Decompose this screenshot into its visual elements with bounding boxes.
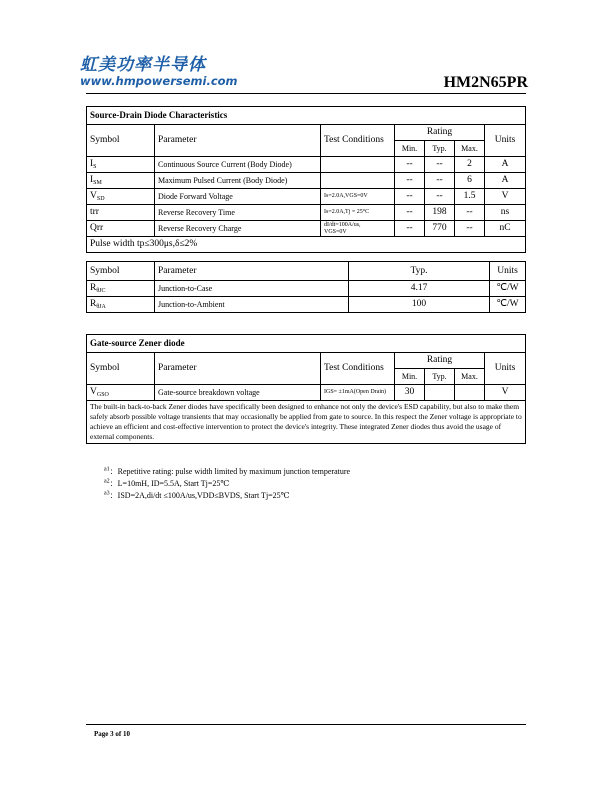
table-row [87,189,526,205]
table-row [87,281,526,297]
table-row [87,297,526,313]
header-parameter: Parameter [155,125,321,157]
typ-cell: 770 [425,221,455,237]
min-cell: -- [395,189,425,205]
unit-cell: V [485,385,526,401]
zener-diode-table [86,334,526,444]
conditions-cell: dI/dt=100A/us, VGS=0V [321,221,395,237]
table-row [87,157,526,173]
header-divider [86,93,526,94]
header-symbol: Symbol [87,353,155,385]
thermal-resistance-table [86,261,526,313]
max-cell [455,385,485,401]
typ-cell: 198 [425,205,455,221]
unit-cell: A [485,157,526,173]
footnote: $^{a1}$：Repetitive rating: pulse width limited by maximum junction temperature [104,466,351,476]
header-symbol: Symbol [87,262,155,281]
footer-divider [86,724,526,725]
unit-cell: ℃/W [490,281,526,297]
table-row [87,205,526,221]
header-min: Min. [395,369,425,385]
zener-description: The built-in back-to-back Zener diodes have specifically been designed to enhance not only the device's ESD capability, but also to make them safely absorb possible voltage transients that may occasionally be applied from gate to source. In this respect the Zener voltage is appropriate to achieve an efficient and cost-effective intervention to protect the device's integrity. These integrated Zener diodes thus avoid the usage of external components. [87,401,526,444]
unit-cell: V [485,189,526,205]
conditions-cell: IGS= ±1mA(Open Drain) [321,385,395,401]
parameter-cell: Junction-to-Case [155,281,349,297]
min-cell: -- [395,157,425,173]
typ-cell: 100 [349,297,490,313]
header-typ: Typ. [425,369,455,385]
conditions-cell [321,157,395,173]
symbol-cell: $V_{SD}$ [87,189,155,205]
symbol-cell: trr [87,205,155,221]
header-parameter: Parameter [155,353,321,385]
header-units: Units [490,262,526,281]
table-title: Gate-source Zener diode [87,335,526,353]
footnote: $^{a3}$：ISD=2A,di/dt ≤100A/us,VDD≤BVDS, Start Tj=25℃ [104,490,290,500]
min-cell: -- [395,173,425,189]
header-min: Min. [395,141,425,157]
header-rating: Rating [395,353,485,369]
source-drain-diode-table [86,106,526,253]
parameter-cell: Continuous Source Current (Body Diode) [155,157,321,173]
header-typ: Typ. [349,262,490,281]
typ-cell: -- [425,189,455,205]
pulse-width-note: Pulse width tp≤300μs,δ≤2% [87,237,526,253]
header-units: Units [485,125,526,157]
header-rating: Rating [395,125,485,141]
max-cell: -- [455,221,485,237]
footnote: $^{a2}$：L=10mH, ID=5.5A, Start Tj=25℃ [104,478,230,488]
company-logo-chinese: 虹美功率半导体 [80,55,206,75]
header-units: Units [485,353,526,385]
header-test-conditions: Test Conditions [321,353,395,385]
part-number: HM2N65PR [443,74,528,91]
parameter-cell: Reverse Recovery Charge [155,221,321,237]
parameter-cell: Junction-to-Ambient [155,297,349,313]
typ-cell: -- [425,157,455,173]
header-typ: Typ. [425,141,455,157]
typ-cell: -- [425,173,455,189]
unit-cell: A [485,173,526,189]
page-number: Page 3 of 10 [94,730,130,738]
unit-cell: ns [485,205,526,221]
header-test-conditions: Test Conditions [321,125,395,157]
symbol-cell: $I_S$ [87,157,155,173]
max-cell: 1.5 [455,189,485,205]
symbol-cell: $V_{GSO}$ [87,385,155,401]
table-row [87,173,526,189]
unit-cell: ℃/W [490,297,526,313]
header-max: Max. [455,141,485,157]
table-row [87,385,526,401]
min-cell: 30 [395,385,425,401]
symbol-cell: $I_{SM}$ [87,173,155,189]
symbol-cell: $R_{\theta JC}$ [87,281,155,297]
company-website: www.hmpowersemi.com [80,74,238,88]
parameter-cell: Diode Forward Voltage [155,189,321,205]
conditions-cell: Is=2.0A,Tj = 25°C [321,205,395,221]
footnotes [104,466,350,502]
max-cell: 2 [455,157,485,173]
parameter-cell: Maximum Pulsed Current (Body Diode) [155,173,321,189]
typ-cell [425,385,455,401]
max-cell: -- [455,205,485,221]
conditions-cell [321,173,395,189]
header-symbol: Symbol [87,125,155,157]
min-cell: -- [395,221,425,237]
header-max: Max. [455,369,485,385]
table-title: Source-Drain Diode Characteristics [87,107,526,125]
header-parameter: Parameter [155,262,349,281]
symbol-cell: $R_{\theta JA}$ [87,297,155,313]
max-cell: 6 [455,173,485,189]
typ-cell: 4.17 [349,281,490,297]
parameter-cell: Gate-source breakdown voltage [155,385,321,401]
table-row [87,221,526,237]
unit-cell: nC [485,221,526,237]
symbol-cell: Qrr [87,221,155,237]
parameter-cell: Reverse Recovery Time [155,205,321,221]
conditions-cell: Is=2.0A,VGS=0V [321,189,395,205]
min-cell: -- [395,205,425,221]
